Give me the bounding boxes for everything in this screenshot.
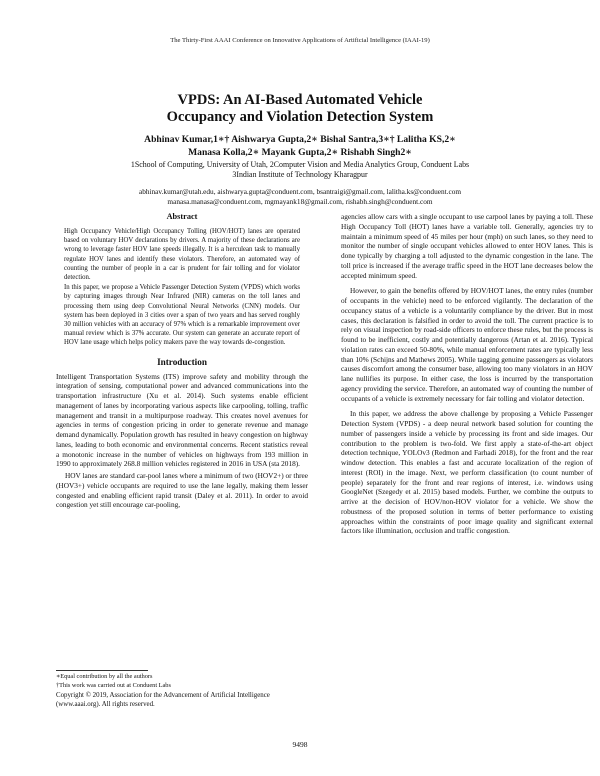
title-line-1: VPDS: An AI-Based Automated Vehicle (177, 92, 423, 108)
copyright-notice: Copyright © 2019, Association for the Advancement of Artificial Intelligence (www.aaai.org). All rights reserved. (56, 691, 270, 708)
title-block (40, 92, 560, 206)
title-line-2: Occupancy and Violation Detection System (166, 109, 434, 125)
paper-title (40, 92, 560, 126)
author-emails (40, 187, 560, 206)
introduction-heading: Introduction (157, 356, 207, 367)
abstract-paragraph: In this paper, we propose a Vehicle Passenger Detection System (VPDS) which works by capturing images through Near Infrared (NIR) cameras on the toll lanes and processing them using deep Convolutional Neural Networks (CNN) models. Our system has been deployed in 3 cities over a span of two years and has served roughly 30 million vehicles with an accuracy of 97% which is a remarkable improvement over manual review which is 37% accurate. Our system can generate an accurate report of HOV lane usage which helps policy makers pave the way towards de-congestion. (64, 284, 300, 347)
footnotes (56, 670, 308, 709)
footnote-equal-contribution: ∗Equal contribution by all the authors (56, 673, 153, 680)
email-line-1: abhinav.kumar@utah.edu, aishwarya.gupta@conduent.com, bsantraigi@gmail.com, lalitha.ks@conduent.com (138, 187, 462, 196)
footnote-conduent: †This work was carried out at Conduent Labs (56, 681, 171, 689)
right-column (341, 212, 593, 542)
abstract-paragraph: High Occupancy Vehicle/High Occupancy Tolling (HOV/HOT) lanes are operated based on voluntary HOV declarations by drivers. A majority of these declarations are wrong to leverage faster HOV lane speeds illegally. It is a herculean task to manually regulate HOV lanes and identify these violators. Therefore, an automated way of counting the number of people in a car is prudent for fair tolling and for violator detection. (64, 228, 300, 282)
authors-line-2: Manasa Kolla,2∗ Mayank Gupta,2∗ Rishabh Singh2∗ (188, 146, 412, 158)
body-paragraph: In this paper, we address the above challenge by proposing a Vehicle Passenger Detection System (VPDS) - a deep neural network based solution for counting the number of passengers inside a vehicle by processing its front and side images. Our contribution to the problem is two-fold. We first apply a state-of-the-art object detection technique, YOLOv3 (Redmon and Farhadi 2018), for the front and the rear window detection. This enables a fast and accurate localization of the region of interest (ROI) in the image. Next, we perform classification (to count number of people) separately for the front and rear regions of interest, i.e. windows using GoogleNet (Szegedy et al. 2015) based models. Further, we combine the outputs to arrive at the decision of HOV/non-HOV violator for a vehicle. We show the robustness of the proposed solution in terms of better performance to existing approaches within the constraints of poor image quality and significant external factors like illumination, occlusion and traffic congestion. (341, 409, 593, 536)
authors-line-1: Abhinav Kumar,1∗† Aishwarya Gupta,2∗ Bishal Santra,3∗† Lalitha KS,2∗ (144, 134, 456, 145)
page-number: 9498 (292, 740, 308, 749)
body-paragraph: However, to gain the benefits offered by HOV/HOT lanes, the entry rules (number of occupants in the vehicle) need to be enforced vigilantly. The declaration of the occupancy status of a vehicle is a voluntarily compliance by the driver. But in most cases, this declaration is falsified in order to avoid the toll. The current practice is to rely on visual inspection by road-side officers to enforce these rules, but the process is found to be inefficient, costly and potentially dangerous (Artan et al. 2016). Typical violation rates can exceed 50-80%, while manual enforcement rates are typically less than 10% (Schijns and Mathews 2005). While tagging genuine passengers as violators causes discomfort among the consumer base, allowing too many violators in an HOV lane nullifies its purpose. In either case, the loss is incurred by the transportation agency providing the service. Therefore, an automated way of counting the number of occupants of a vehicle is extremely necessary for fair tolling and violator detection. (341, 286, 593, 403)
author-list (40, 134, 560, 159)
body-paragraph: agencies allow cars with a single occupant to use carpool lanes by paying a toll. These High Occupancy Toll (HOT) lanes have a variable toll. Generally, agencies try to maintain a minimum speed of 45 miles per hour (mph) on such lanes, so they need to monitor the number of single occupant vehicles allowed to enter HOV lanes. This is done typically by charging a toll adjusted to the dynamic congestion in the lane. The toll price is increased if the average traffic speed in the HOT lane decreases below the accepted minimum speed. (341, 212, 593, 280)
body-paragraph: HOV lanes are standard car-pool lanes where a minimum of two (HOV2+) or three (HOV3+) vehicle occupants are required to use the lane legally, making them lesser congested and enabling efficient rapid transit (Daley et al. 2011). In order to avoid congestion yet still encourage car-pooling, (56, 471, 308, 510)
left-column (56, 212, 308, 512)
footnote-rule (56, 670, 148, 671)
abstract-heading: Abstract (166, 212, 198, 221)
conference-header: The Thirty-First AAAI Conference on Innovative Applications of Artificial Intelligence (IAAI-19) (170, 37, 430, 44)
affiliation-line-2: 3Indian Institute of Technology Kharagpur (232, 170, 368, 179)
body-paragraph: Intelligent Transportation Systems (ITS) improve safety and mobility through the integration of sensing, computational power and advanced communications into the transportation infrastructure (Xu et al. 2014). Such systems enable efficient management of lanes by incorporating various aspects like carpooling, tolling, traffic management and transit in a multipurpose roadway. This creates novel avenues for agencies in terms of congestion pricing in order to generate revenue and manage demand dynamically. Population growth has resulted in heavy congestion on highway lanes, leading to both economic and environmental concerns. Recent statistics reveal a monotonic increase in the number of vehicles on highways from 193 million in 1990 to approximately 268.8 million vehicles registered in 2016 in USA (sta 2018). (56, 371, 308, 469)
abstract (56, 227, 308, 348)
email-line-2: manasa.manasa@conduent.com, mgmayank18@gmail.com, rishabh.singh@conduent.com (167, 196, 433, 206)
affiliation-line-1: 1School of Computing, University of Utah, 2Computer Vision and Media Analytics Group, Conduent Labs (130, 160, 470, 169)
affiliations (40, 160, 560, 180)
